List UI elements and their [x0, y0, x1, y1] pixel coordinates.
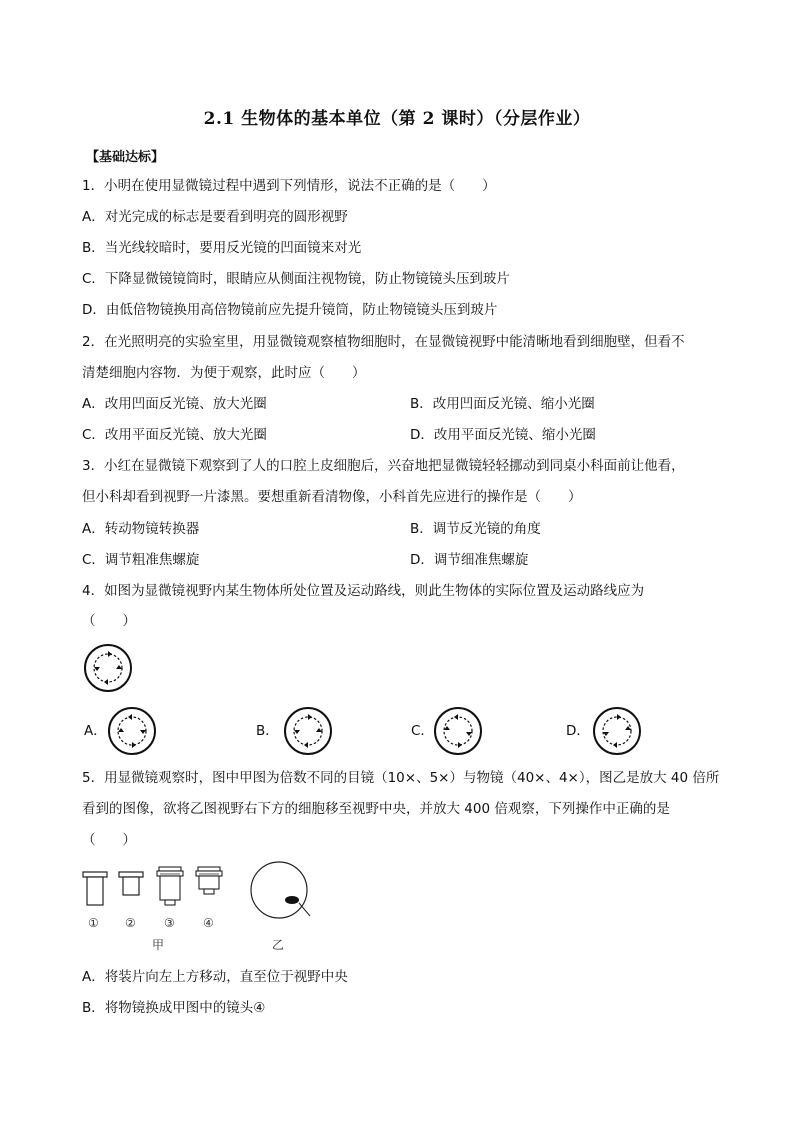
q4-option-b-label[interactable]: B． [256, 723, 279, 739]
q5-figure-jia-caption: 甲 [152, 938, 165, 952]
q3-option-b[interactable]: B．调节反光镜的角度 [410, 521, 541, 537]
q2-option-c[interactable]: C．改用平面反光镜、放大光圈 [82, 427, 267, 443]
q5-figure-yi-caption: 乙 [272, 938, 285, 952]
q2-stem-line1: 2．在光照明亮的实验室里，用显微镜观察植物细胞时，在显微镜视野中能清晰地看到细胞壁，但看不 [82, 334, 685, 350]
q4-stem-line1: 4．如图为显微镜视野内某生物体所处位置及运动路线，则此生物体的实际位置及运动路线应为 [82, 583, 645, 599]
q5-option-a[interactable]: A．将装片向左上方移动，直至位于视野中央 [82, 969, 348, 985]
q2-option-d[interactable]: D．改用平面反光镜、缩小光圈 [410, 427, 596, 443]
q5-lens-label-4: ④ [203, 916, 214, 930]
q4-option-a-figure[interactable] [107, 706, 157, 756]
q4-stem-line2: （ ） [82, 613, 136, 629]
page-title: 2.1 生物体的基本单位（第 2 课时）（分层作业） [203, 109, 591, 129]
q5-lens-label-3: ③ [164, 916, 175, 930]
q2-stem-line2: 清楚细胞内容物．为便于观察，此时应（ ） [82, 365, 366, 381]
q5-lens-4-objective-short [195, 866, 223, 900]
q5-lens-2-eyepiece-short [118, 870, 144, 900]
q3-stem-line2: 但小科却看到视野一片漆黑。要想重新看清物像，小科首先应进行的操作是（ ） [82, 489, 582, 505]
q5-stem-line2: 看到的图像，欲将乙图视野右下方的细胞移至视野中央，并放大 400 倍观察，下列操作中正确的是 [82, 801, 670, 817]
q4-option-c-figure[interactable] [433, 706, 483, 756]
q5-lens-1-eyepiece-long [82, 870, 108, 910]
section-heading: 【基础达标】 [86, 150, 165, 165]
q5-stem-line3: （ ） [82, 832, 136, 848]
q2-option-a[interactable]: A．改用凹面反光镜、放大光圈 [82, 396, 267, 412]
q5-lens-label-2: ② [125, 916, 136, 930]
q4-field-of-view-figure [83, 643, 133, 693]
q1-option-a[interactable]: A．对光完成的标志是要看到明亮的圆形视野 [82, 209, 348, 225]
q1-option-d[interactable]: D．由低倍物镜换用高倍物镜前应先提升镜筒，防止物镜镜头压到玻片 [82, 302, 498, 318]
q3-stem-line1: 3．小红在显微镜下观察到了人的口腔上皮细胞后，兴奋地把显微镜轻轻挪动到同桌小科面前让他看， [82, 458, 685, 474]
q3-option-d[interactable]: D．调节细准焦螺旋 [410, 552, 529, 568]
q1-option-c[interactable]: C．下降显微镜镜筒时，眼睛应从侧面注视物镜，防止物镜镜头压到玻片 [82, 271, 510, 287]
q5-lens-label-1: ① [88, 916, 99, 930]
q4-option-a-label[interactable]: A． [84, 723, 107, 739]
q4-option-c-label[interactable]: C． [411, 723, 434, 739]
q4-option-d-figure[interactable] [592, 706, 642, 756]
q1-stem: 1．小明在使用显微镜过程中遇到下列情形，说法不正确的是（ ） [82, 178, 496, 194]
q2-option-b[interactable]: B．改用凹面反光镜、缩小光圈 [410, 396, 595, 412]
q3-option-c[interactable]: C．调节粗准焦螺旋 [82, 552, 200, 568]
q3-option-a[interactable]: A．转动物镜转换器 [82, 521, 200, 537]
q1-option-b[interactable]: B．当光线较暗时，要用反光镜的凹面镜来对光 [82, 240, 362, 256]
q4-option-d-label[interactable]: D． [566, 723, 590, 739]
q5-option-b[interactable]: B．将物镜换成甲图中的镜头④ [82, 1000, 266, 1016]
q4-option-b-figure[interactable] [283, 706, 333, 756]
q5-lens-3-objective-long [156, 866, 184, 910]
q5-figure-yi-field-of-view [249, 860, 319, 930]
q5-stem-line1: 5．用显微镜观察时，图中甲图为倍数不同的目镜（10×、5×）与物镜（40×、4×），图乙是放大 40 倍所 [82, 770, 720, 786]
